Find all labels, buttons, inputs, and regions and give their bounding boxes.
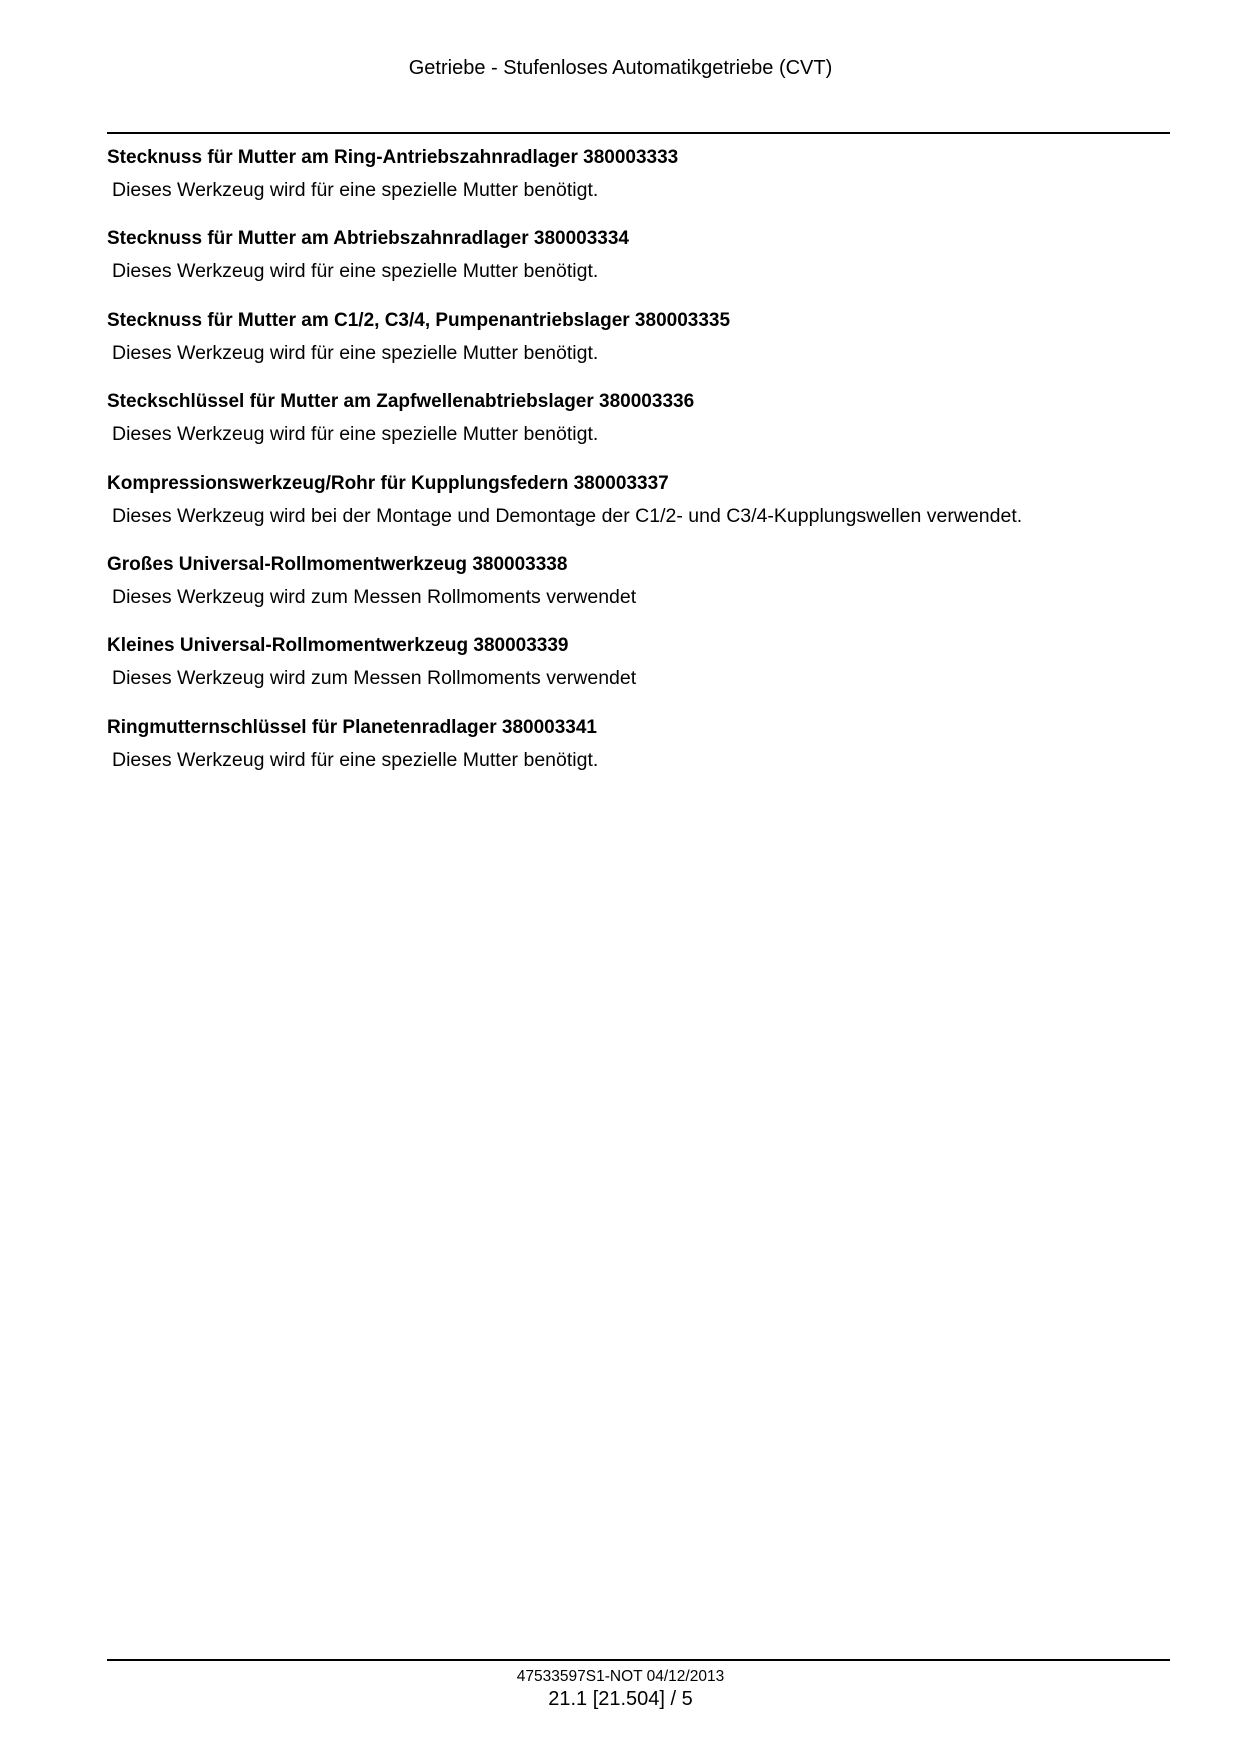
tool-entry [107,390,1170,471]
tool-title: Steckschlüssel für Mutter am Zapfwellenabtriebslager 380003336 [107,391,695,413]
tool-description: Dieses Werkzeug wird bei der Montage und Demontage der C1/2- und C3/4-Kupplungswellen verwendet. [112,504,1023,527]
tool-title: Stecknuss für Mutter am Ring-Antriebszahnradlager 380003333 [107,147,679,168]
tool-entry [107,716,1170,797]
tool-entry [107,309,1170,390]
tool-title: Ringmutternschlüssel für Planetenradlager 380003341 [107,716,597,738]
tool-title: Stecknuss für Mutter am C1/2, C3/4, Pumpenantriebslager 380003335 [107,309,731,331]
tool-description: Dieses Werkzeug wird zum Messen Rollmoments verwendet [112,667,637,690]
footer-divider [107,1659,1170,1661]
tool-title: Großes Universal-Rollmomentwerkzeug 380003338 [107,553,568,575]
tool-title: Kompressionswerkzeug/Rohr für Kupplungsfedern 380003337 [107,472,669,494]
page-header-title: Getriebe - Stufenloses Automatikgetriebe (CVT) [408,57,833,79]
footer-document-id: 47533597S1-NOT 04/12/2013 [516,1668,725,1685]
tool-entry [107,472,1170,553]
tool-description: Dieses Werkzeug wird für eine spezielle Mutter benötigt. [112,423,599,446]
tool-description: Dieses Werkzeug wird für eine spezielle Mutter benötigt. [112,748,599,771]
tool-entry [107,553,1170,634]
tool-entry [107,227,1170,308]
tool-list [107,146,1170,797]
header-divider [107,132,1170,134]
tool-description: Dieses Werkzeug wird für eine spezielle Mutter benötigt. [112,341,599,364]
tool-description: Dieses Werkzeug wird für eine spezielle Mutter benötigt. [112,179,599,201]
tool-title: Kleines Universal-Rollmomentwerkzeug 380003339 [107,635,569,657]
tool-entry [107,634,1170,715]
tool-entry [107,146,1170,227]
tool-title: Stecknuss für Mutter am Abtriebszahnradlager 380003334 [107,228,629,250]
tool-description: Dieses Werkzeug wird zum Messen Rollmoments verwendet [112,585,637,608]
footer-page-reference: 21.1 [21.504] / 5 [548,1688,693,1710]
tool-description: Dieses Werkzeug wird für eine spezielle Mutter benötigt. [112,260,599,283]
